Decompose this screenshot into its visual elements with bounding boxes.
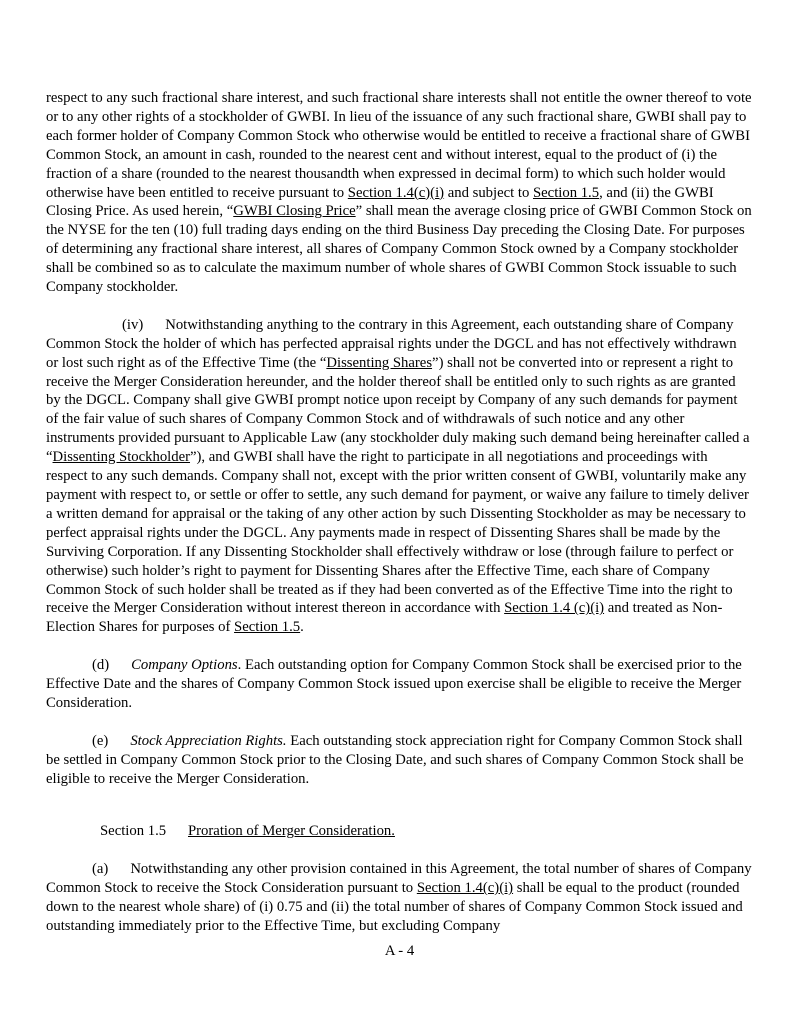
- text-span: . Each outstanding option for Company Common Stock shall be exercised prior to the Effective Date and the shares of Company Common Stock issued upon exercise shall be eligible to receive the Merger Consideration.: [46, 657, 742, 711]
- paragraph-label: (a): [92, 861, 109, 878]
- paragraph-stock-appreciation-rights: [46, 732, 752, 789]
- paragraph-heading: Stock Appreciation Rights.: [130, 732, 287, 749]
- text-span: Notwithstanding anything to the contrary in this Agreement, each outstanding share of Company Common Stock the holder of which has perfected appraisal rights under the DGCL and has not effectively withdrawn or lost such right as of the Effective Time (the “: [46, 316, 737, 371]
- text-span: Notwithstanding any other provision contained in this Agreement, the total number of shares of Company Common Stock to receive the Stock Consideration pursuant to: [46, 861, 752, 897]
- section-heading: [100, 822, 752, 841]
- defined-term: GWBI Closing Price: [233, 203, 356, 220]
- paragraph-proration: [46, 860, 752, 936]
- paragraph-fractional-shares: [46, 89, 752, 297]
- section-reference: Section 1.5: [532, 184, 600, 201]
- paragraph-label: (iv): [122, 316, 144, 333]
- paragraph-dissenting-shares: [46, 316, 752, 637]
- page-number: A - 4: [384, 943, 415, 959]
- section-reference: Section 1.4(c)(i): [416, 880, 514, 897]
- text-span: ”) shall not be converted into or represent a right to receive the Merger Consideration hereunder, and the holder thereof shall be entitled only to such rights as are granted by the DGCL. Company shall give GWBI prompt notice upon receipt by Company of any such demands for payment of the fair value of such shares of Company Common Stock and of withdrawals of such notice and any other instruments provided pursuant to Applicable Law (any stockholder duly making such demand being hereinafter called a “: [46, 354, 750, 466]
- defined-term: Dissenting Shares: [326, 354, 433, 371]
- text-span: and treated as Non-Election Shares for purposes of: [46, 600, 723, 636]
- paragraph-heading: Company Options: [131, 657, 238, 674]
- paragraph-label: (d): [92, 657, 110, 674]
- text-span: ” shall mean the average closing price of GWBI Common Stock on the NYSE for the ten (10) full trading days ending on the third Business Day preceding the Closing Date. For purposes of determining any fractional share interest, all shares of Company Common Stock owned by a Company stockholder shall be combined so as to calculate the maximum number of whole shares of GWBI Common Stock issuable to such Company stockholder.: [46, 203, 752, 296]
- text-span: shall be equal to the product (rounded down to the nearest whole share) of (i) 0.75 and (ii) the total number of shares of Company Common Stock issued and outstanding immediately prior to the Effective Time, but excluding Company: [46, 880, 743, 934]
- text-span: , and (ii) the GWBI Closing Price. As used herein, “: [46, 184, 714, 220]
- paragraph-company-options: [46, 656, 752, 713]
- section-title: Proration of Merger Consideration.: [188, 823, 395, 840]
- text-span: .: [300, 619, 304, 636]
- section-reference: Section 1.4(c)(i): [347, 184, 445, 201]
- section-reference: Section 1.4 (c)(i): [504, 600, 605, 617]
- text-span: Each outstanding stock appreciation right for Company Common Stock shall be settled in Company Common Stock prior to the Closing Date, and such shares of Company Common Stock shall be eligible to receive the Merger Consideration.: [46, 732, 744, 787]
- text-span: respect to any such fractional share interest, and such fractional share interests shall not entitle the owner thereof to vote or to any other rights of a stockholder of GWBI. In lieu of the issuance of any such fractional share, GWBI shall pay to each former holder of Company Common Stock who otherwise would be entitled to receive a fractional share of GWBI Common Stock, an amount in cash, rounded to the nearest cent and without interest, equal to the product of (i) the fraction of a share (rounded to the nearest thousandth when expressed in decimal form) to which such holder would otherwise have been entitled to receive pursuant to: [46, 90, 752, 201]
- paragraph-label: (e): [92, 732, 109, 749]
- text-span: ”), and GWBI shall have the right to participate in all negotiations and proceedings with respect to any such demands. Company shall not, except with the prior written consent of GWBI, voluntarily make any payment with respect to, or settle or offer to settle, any such demand for payment, or waive any failure to timely deliver a written demand for appraisal or the taking of any other action by such Dissenting Stockholder as may be necessary to perfect appraisal rights under the DGCL. Any payments made in respect of Dissenting Shares shall be made by the Surviving Corporation. If any Dissenting Stockholder shall effectively withdraw or lose (through failure to perfect or otherwise) such holder’s right to payment for Dissenting Shares after the Effective Time, each share of Company Common Stock of such holder shall be treated as if they had been converted as of the Effective Time into the right to receive the Merger Consideration without interest thereon in accordance with: [46, 449, 749, 617]
- text-span: and subject to: [444, 184, 533, 201]
- section-number: Section 1.5: [100, 823, 167, 840]
- document-page: [46, 89, 752, 955]
- defined-term: Dissenting Stockholder: [52, 449, 191, 466]
- section-reference: Section 1.5: [234, 619, 301, 636]
